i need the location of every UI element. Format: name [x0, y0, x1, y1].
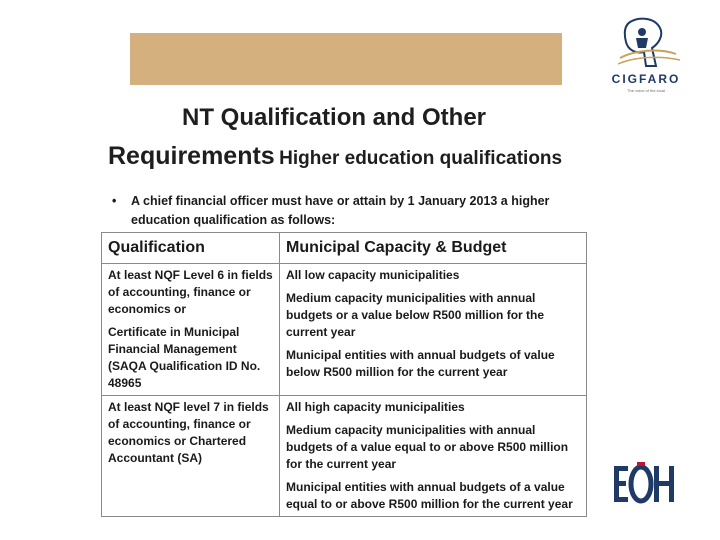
qualification-cell [102, 264, 280, 396]
header-banner [130, 33, 562, 85]
eoh-logo-icon [614, 462, 676, 506]
title-subtitle: Higher education qualifications [279, 148, 563, 169]
cigfaro-logo [600, 14, 690, 96]
table-row [102, 396, 587, 517]
cigfaro-wordmark: CIGFARO [611, 72, 681, 86]
capacity-cell [280, 396, 587, 517]
cigfaro-tagline: The voice of the local [627, 88, 665, 93]
bullet-text: A chief financial officer must have or attain by 1 January 2013 a higher education qualification as follows: [131, 194, 550, 227]
qualification-text: At least NQF level 7 in fields of accounting, finance or economics or Chartered Accountant (SA) [108, 400, 269, 465]
table-row [102, 264, 587, 396]
capacity-text: Medium capacity municipalities with annual budgets of a value equal to or above R500 million for the current year [286, 423, 569, 471]
qualification-cell [102, 396, 280, 517]
header-capacity: Municipal Capacity & Budget [280, 233, 587, 264]
requirements-table [101, 232, 587, 517]
slide-title-line1: NT Qualification and Other [182, 104, 487, 131]
capacity-cell [280, 264, 587, 396]
capacity-text: All low capacity municipalities [286, 268, 460, 282]
qualification-text: At least NQF Level 6 in fields of accounting, finance or economics or [108, 268, 273, 316]
cigfaro-emblem-icon [600, 14, 690, 74]
capacity-text: Municipal entities with annual budgets of a value equal to or above R500 million for the current year [286, 480, 573, 511]
capacity-text: Medium capacity municipalities with annual budgets or a value below R500 million for the current year [286, 291, 545, 339]
eoh-logo [614, 462, 676, 506]
capacity-text: All high capacity municipalities [286, 400, 465, 414]
table-header-row [102, 233, 587, 264]
capacity-text: Municipal entities with annual budgets of value below R500 million for the current year [286, 348, 555, 379]
slide-title-line2 [108, 142, 562, 171]
slide-bottom-crop [100, 520, 590, 540]
title-requirements: Requirements [108, 142, 275, 170]
bullet-icon: • [112, 194, 117, 208]
qualification-text: Certificate in Municipal Financial Management (SAQA Qualification ID No. 48965 [108, 325, 261, 390]
header-qualification: Qualification [102, 233, 280, 264]
